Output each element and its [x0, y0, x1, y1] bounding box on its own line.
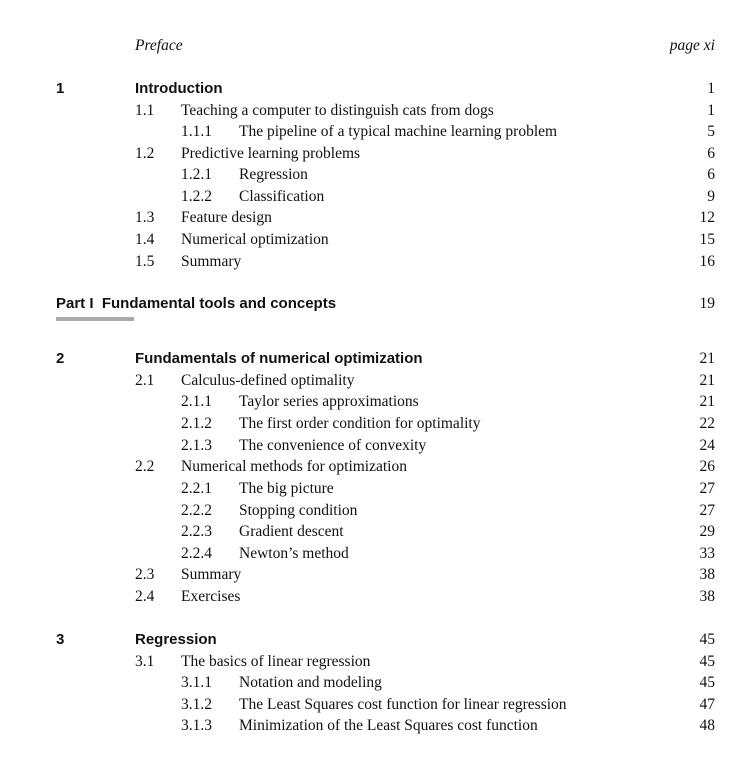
section-number: 3.1: [135, 653, 155, 670]
chapter-page: 21: [699, 350, 715, 367]
subsection-number: 2.1.1: [181, 393, 212, 410]
section-number: 2.3: [135, 566, 155, 583]
subsection-page: 9: [707, 188, 715, 205]
subsection-page: 24: [699, 437, 715, 454]
subsection-number: 2.2.3: [181, 523, 212, 540]
toc-subsection-row[interactable]: [0, 165, 751, 185]
toc-subsection-row[interactable]: [0, 544, 751, 564]
section-number: 1.5: [135, 253, 155, 270]
chapter-page: 1: [707, 80, 715, 97]
subsection-number: 3.1.2: [181, 696, 212, 713]
toc-chapter-row[interactable]: [0, 349, 751, 369]
subsection-title: The pipeline of a typical machine learning problem: [239, 123, 558, 140]
toc-section-row[interactable]: [0, 587, 751, 607]
section-number: 1.1: [135, 102, 155, 119]
section-title: Exercises: [181, 588, 241, 605]
subsection-page: 45: [699, 674, 715, 691]
toc-preface-row[interactable]: [0, 36, 751, 56]
section-page: 38: [699, 588, 715, 605]
toc-section-row[interactable]: [0, 230, 751, 250]
part-divider: [56, 317, 134, 321]
section-page: 21: [699, 372, 715, 389]
section-page: 16: [699, 253, 715, 270]
section-title: Predictive learning problems: [181, 145, 361, 162]
section-page: 6: [707, 145, 715, 162]
toc-subsection-row[interactable]: [0, 522, 751, 542]
section-title: Teaching a computer to distinguish cats from dogs: [181, 102, 494, 119]
toc-section-row[interactable]: [0, 371, 751, 391]
section-title: Summary: [181, 253, 242, 270]
subsection-number: 2.1.2: [181, 415, 212, 432]
toc-chapter-row[interactable]: [0, 630, 751, 650]
toc-subsection-row[interactable]: [0, 392, 751, 412]
toc-subsection-row[interactable]: [0, 501, 751, 521]
chapter-number: 1: [56, 80, 65, 97]
part-title: Part I Fundamental tools and concepts: [56, 295, 337, 312]
subsection-page: 33: [699, 545, 715, 562]
subsection-title: Gradient descent: [239, 523, 344, 540]
section-page: 26: [699, 458, 715, 475]
chapter-title: Fundamentals of numerical optimization: [135, 350, 423, 367]
subsection-title: The Least Squares cost function for linear regression: [239, 696, 567, 713]
chapter-page: 45: [699, 631, 715, 648]
toc-subsection-row[interactable]: [0, 122, 751, 142]
toc-part-row[interactable]: [0, 294, 751, 314]
section-number: 2.1: [135, 372, 155, 389]
subsection-title: Regression: [239, 166, 308, 183]
subsection-title: The big picture: [239, 480, 334, 497]
section-title: Numerical optimization: [181, 231, 329, 248]
subsection-title: Taylor series approximations: [239, 393, 419, 410]
subsection-title: Notation and modeling: [239, 674, 382, 691]
toc-subsection-row[interactable]: [0, 479, 751, 499]
chapter-title: Introduction: [135, 80, 223, 97]
subsection-number: 2.2.4: [181, 545, 212, 562]
subsection-title: Classification: [239, 188, 325, 205]
subsection-number: 2.2.1: [181, 480, 212, 497]
toc-section-row[interactable]: [0, 457, 751, 477]
chapter-title: Regression: [135, 631, 217, 648]
subsection-title: Stopping condition: [239, 502, 358, 519]
preface-page: [670, 36, 715, 56]
toc-section-row[interactable]: [0, 252, 751, 272]
toc-section-row[interactable]: [0, 565, 751, 585]
toc-section-row[interactable]: [0, 101, 751, 121]
subsection-page: 22: [699, 415, 715, 432]
subsection-number: 2.2.2: [181, 502, 212, 519]
toc-subsection-row[interactable]: [0, 695, 751, 715]
toc-section-row[interactable]: [0, 144, 751, 164]
toc-subsection-row[interactable]: [0, 436, 751, 456]
section-number: 1.2: [135, 145, 155, 162]
part-page: 19: [699, 295, 715, 312]
section-page: 15: [699, 231, 715, 248]
section-title: Feature design: [181, 209, 272, 226]
subsection-page: 48: [699, 717, 715, 734]
section-number: 1.3: [135, 209, 155, 226]
toc-chapter-row[interactable]: [0, 79, 751, 99]
section-number: 2.2: [135, 458, 155, 475]
section-page: 38: [699, 566, 715, 583]
toc-subsection-row[interactable]: [0, 716, 751, 736]
subsection-page: 27: [699, 502, 715, 519]
section-title: Summary: [181, 566, 242, 583]
toc-subsection-row[interactable]: [0, 414, 751, 434]
section-title: Numerical methods for optimization: [181, 458, 407, 475]
subsection-title: Newton’s method: [239, 545, 349, 562]
subsection-title: The convenience of convexity: [239, 437, 427, 454]
subsection-title: Minimization of the Least Squares cost function: [239, 717, 538, 734]
subsection-page: 27: [699, 480, 715, 497]
subsection-number: 1.2.2: [181, 188, 212, 205]
subsection-page: 29: [699, 523, 715, 540]
section-title: The basics of linear regression: [181, 653, 371, 670]
subsection-page: 21: [699, 393, 715, 410]
section-title: Calculus-defined optimality: [181, 372, 355, 389]
subsection-number: 3.1.3: [181, 717, 212, 734]
section-page: 45: [699, 653, 715, 670]
section-number: 2.4: [135, 588, 155, 605]
toc-section-row[interactable]: [0, 652, 751, 672]
preface-title: Preface: [135, 37, 183, 54]
subsection-page: 6: [707, 166, 715, 183]
subsection-number: 1.1.1: [181, 123, 212, 140]
preface-page-text: page xi: [669, 37, 715, 54]
toc-subsection-row[interactable]: [0, 673, 751, 693]
subsection-page: 5: [707, 123, 715, 140]
toc-subsection-row[interactable]: [0, 187, 751, 207]
subsection-title: The first order condition for optimality: [239, 415, 481, 432]
section-page: 1: [707, 102, 715, 119]
subsection-number: 1.2.1: [181, 166, 212, 183]
subsection-page: 47: [699, 696, 715, 713]
toc-section-row[interactable]: [0, 208, 751, 228]
chapter-number: 2: [56, 350, 65, 367]
section-page: 12: [699, 209, 715, 226]
subsection-number: 3.1.1: [181, 674, 212, 691]
chapter-number: 3: [56, 631, 65, 648]
section-number: 1.4: [135, 231, 155, 248]
subsection-number: 2.1.3: [181, 437, 212, 454]
